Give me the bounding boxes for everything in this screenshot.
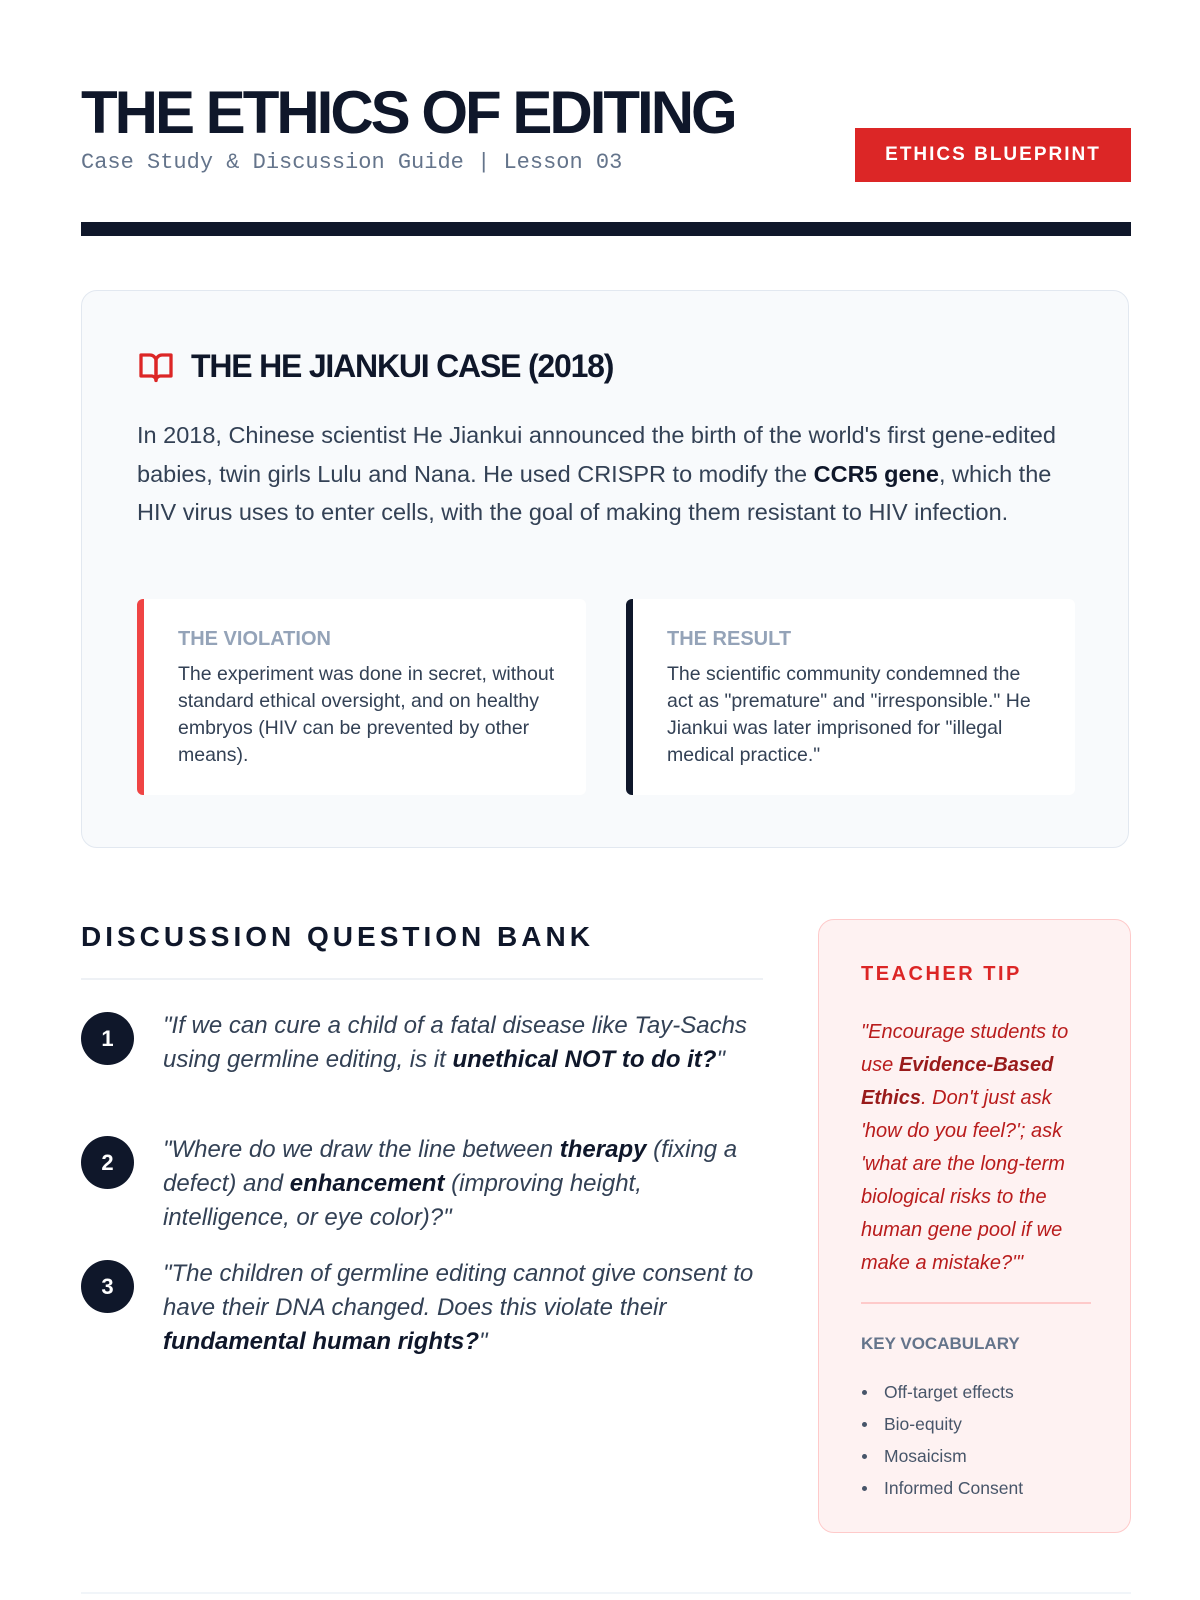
question-number-badge: 1 xyxy=(81,1012,134,1065)
question-number-badge: 3 xyxy=(81,1260,134,1313)
question-text-part: (improving height, intelligence, or eye color)?" xyxy=(163,1170,642,1231)
question-text-part: (fixing a defect) and xyxy=(163,1136,738,1197)
question-emphasis: unethical NOT to do it? xyxy=(452,1046,717,1073)
question-text-part: " xyxy=(716,1046,725,1073)
discussion-divider xyxy=(81,978,763,980)
key-vocabulary-title: KEY VOCABULARY xyxy=(861,1334,1020,1353)
book-open-icon xyxy=(137,349,175,385)
case-study-card xyxy=(81,290,1129,848)
question-text-part: "The children of germline editing cannot give consent to have their DNA changed. Does this violate their xyxy=(163,1260,754,1321)
teacher-tip-card xyxy=(818,919,1131,1533)
result-text: The scientific community condemned the act as "premature" and "irresponsible." He Jiankui was later imprisoned for "illegal medical practice." xyxy=(667,663,1031,766)
question-number-badge: 2 xyxy=(81,1136,134,1189)
tip-quote-part: "Encourage students to use xyxy=(861,1021,1069,1076)
ethics-blueprint-badge: ETHICS BLUEPRINT xyxy=(855,128,1131,182)
case-heading xyxy=(137,348,613,385)
question-emphasis: fundamental human rights? xyxy=(163,1328,480,1355)
question-text xyxy=(163,1009,763,1077)
question-text xyxy=(163,1133,763,1235)
question-emphasis: therapy xyxy=(559,1136,647,1163)
question-text-part: "If we can cure a child of a fatal disease like Tay-Sachs using germline editing, is it xyxy=(163,1012,747,1073)
page-title: THE ETHICS OF EDITING xyxy=(81,79,735,146)
vocabulary-item: Bio-equity xyxy=(861,1408,1023,1440)
discussion-section xyxy=(81,920,763,1355)
tip-quote-emphasis: Evidence-Based Ethics xyxy=(861,1054,1054,1109)
case-description-part: , which the HIV virus uses to enter cells, with the goal of making them resistant to HIV infection. xyxy=(137,460,1052,525)
tip-divider xyxy=(861,1302,1091,1304)
page-header xyxy=(81,0,1131,236)
result-label: THE RESULT xyxy=(667,628,792,650)
discussion-title: DISCUSSION QUESTION BANK xyxy=(81,921,594,952)
result-box xyxy=(626,599,1075,795)
question-emphasis: enhancement xyxy=(289,1170,445,1197)
vocabulary-item: Informed Consent xyxy=(861,1472,1023,1504)
page-subtitle: Case Study & Discussion Guide | Lesson 03 xyxy=(81,150,623,175)
case-title: THE HE JIANKUI CASE (2018) xyxy=(191,348,614,384)
tip-quote-part: . Don't just ask 'how do you feel?'; ask 'what are the long-term biological risks to the human gene pool if we make a mistake?'" xyxy=(861,1087,1065,1274)
footer-divider xyxy=(81,1592,1131,1594)
vocabulary-list xyxy=(861,1376,1023,1504)
violation-box xyxy=(137,599,586,795)
teacher-tip-title: TEACHER TIP xyxy=(861,963,1022,985)
violation-text: The experiment was done in secret, without standard ethical oversight, and on healthy embryos (HIV can be prevented by other means). xyxy=(178,663,555,766)
case-description-part: In 2018, Chinese scientist He Jiankui announced the birth of the world's first gene-edited babies, twin girls Lulu and Nana. He used CRISPR to modify the xyxy=(137,422,1056,487)
vocabulary-item: Mosaicism xyxy=(861,1440,1023,1472)
page xyxy=(81,0,1131,1498)
question-text-part: " xyxy=(479,1328,488,1355)
header-divider xyxy=(81,222,1131,236)
vocabulary-item: Off-target effects xyxy=(861,1376,1023,1408)
violation-label: THE VIOLATION xyxy=(178,628,331,650)
question-text xyxy=(163,1257,763,1359)
case-description-highlight: CCR5 gene xyxy=(813,460,939,487)
teacher-tip-quote xyxy=(861,1016,1097,1280)
case-description xyxy=(137,416,1082,532)
question-text-part: "Where do we draw the line between xyxy=(163,1136,560,1163)
